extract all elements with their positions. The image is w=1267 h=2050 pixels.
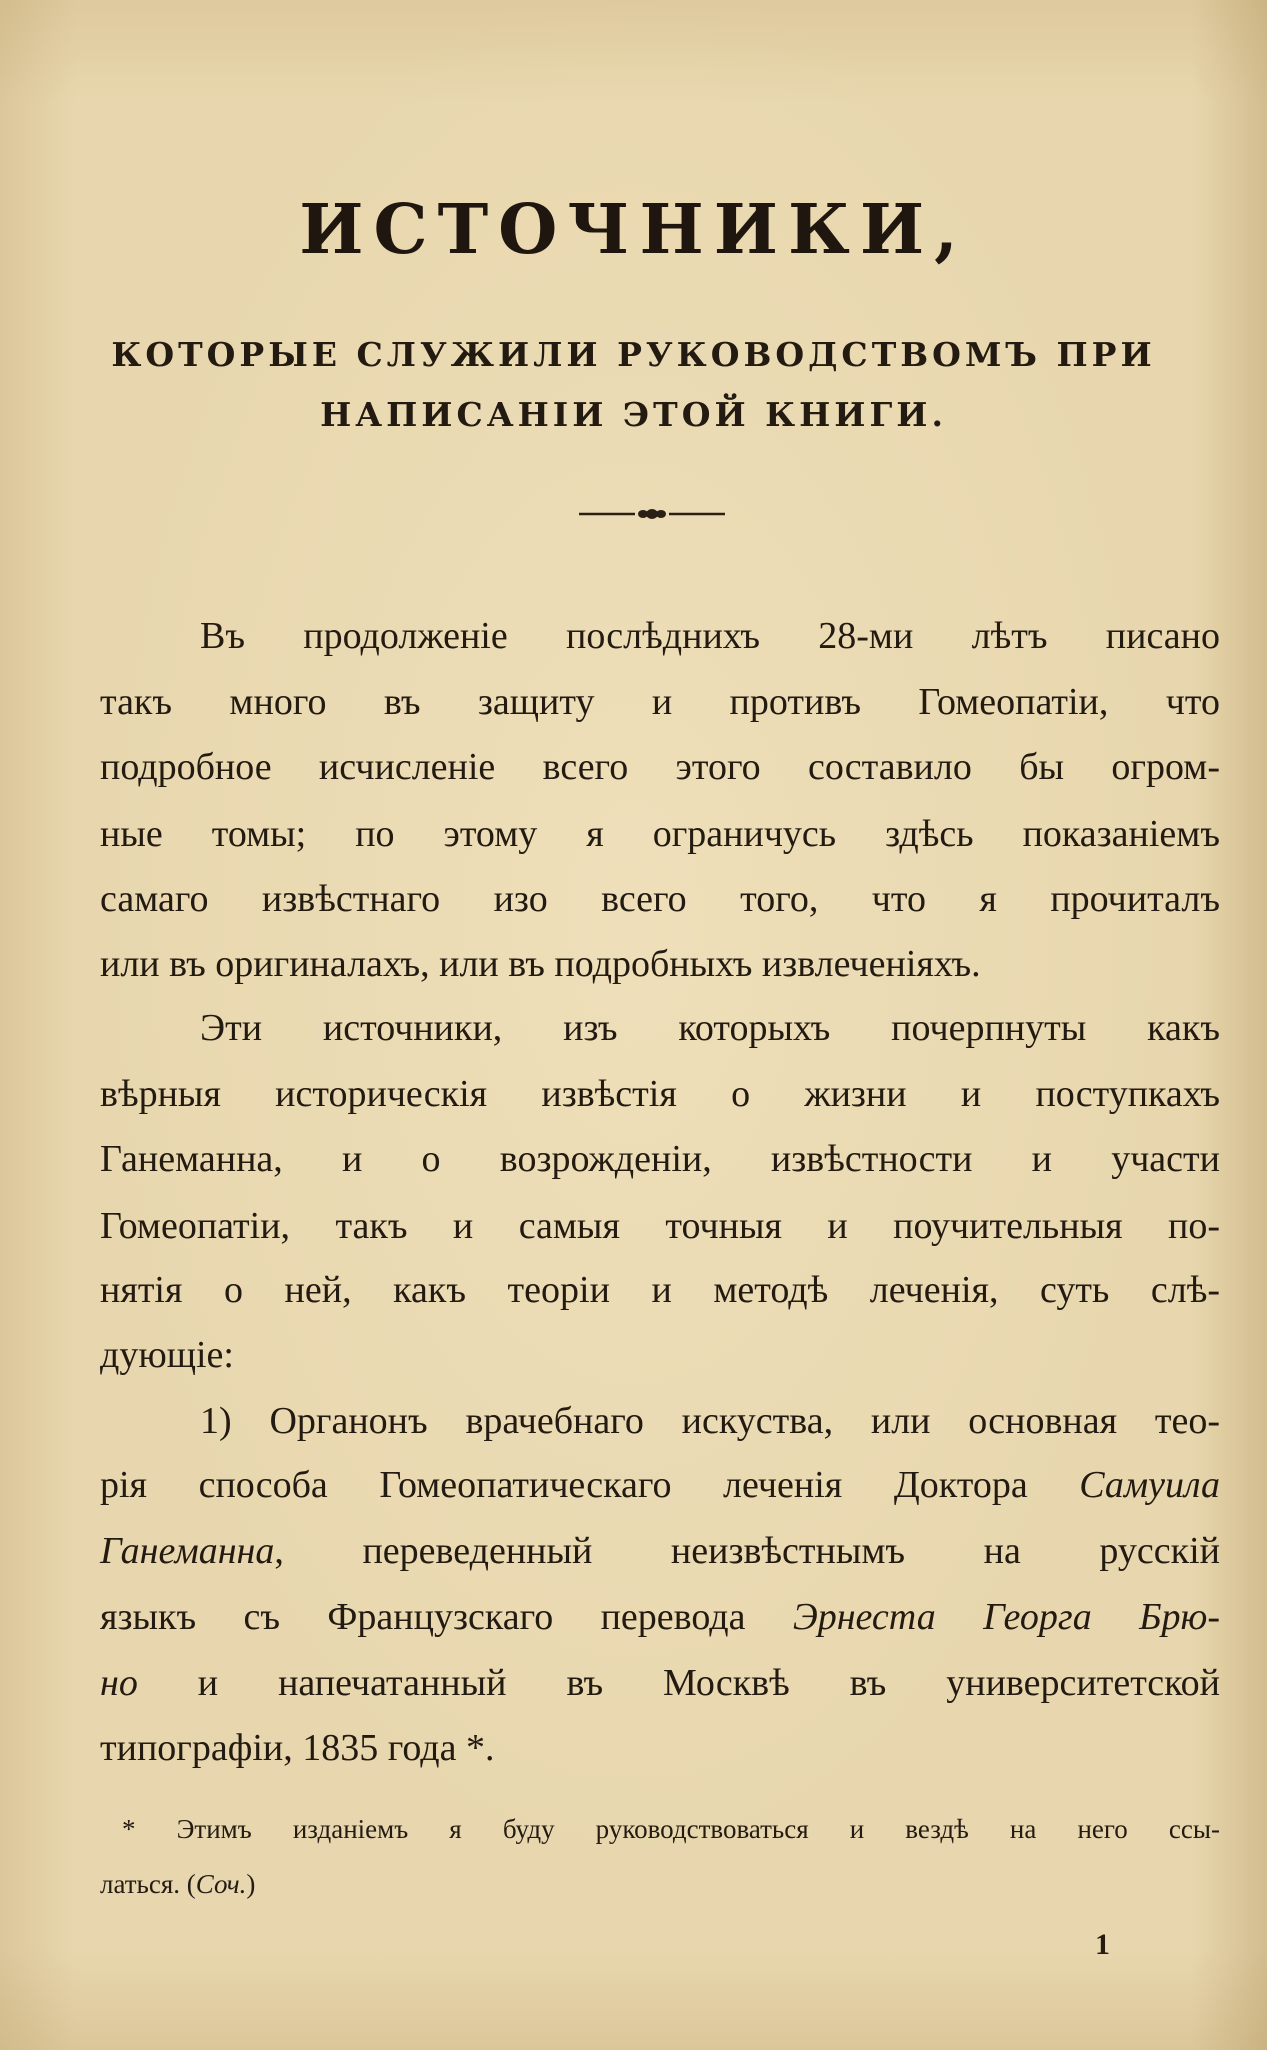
paragraph-2-line: Ганеманна, и о возрожденіи, извѣстности и участи: [100, 1138, 1220, 1180]
paragraph-2-line: Гомеопатіи, такъ и самыя точныя и поучительныя по-: [100, 1205, 1220, 1247]
page-number: 1: [1095, 1928, 1110, 1961]
page-title: ИСТОЧНИКИ,: [299, 190, 968, 270]
paragraph-1-line: ные томы; по этому я ограничусь здѣсь показаніемъ: [100, 813, 1220, 855]
source-entry-line: Ганеманна, переведенный неизвѣстнымъ на русскій: [100, 1530, 1220, 1572]
footnote-line: * Этимъ изданіемъ я буду руководствоваться и вездѣ на него ссы-: [122, 1814, 1220, 1844]
paragraph-1-line: или въ оригиналахъ, или въ подробныхъ извлеченіяхъ.: [100, 943, 981, 985]
source-entry-line: типографіи, 1835 года *.: [100, 1727, 495, 1769]
paragraph-1-line: подробное исчисленіе всего этого составило бы огром-: [100, 746, 1220, 788]
paragraph-2-line: вѣрныя историческія извѣстія о жизни и поступкахъ: [100, 1073, 1220, 1115]
subtitle-line-2: НАПИСАНІИ ЭТОЙ КНИГИ.: [320, 395, 947, 434]
source-entry-line: 1) Органонъ врачебнаго искуства, или основная тео-: [200, 1400, 1220, 1442]
paragraph-2-line: нятія о ней, какъ теоріи и методѣ леченія, суть слѣ-: [100, 1269, 1220, 1311]
author-name: Ганеманна: [100, 1530, 275, 1572]
paragraph-1-line: такъ много въ защиту и противъ Гомеопатіи, что: [100, 681, 1220, 723]
paragraph-2-line: Эти источники, изъ которыхъ почерпнуты какъ: [200, 1007, 1220, 1049]
paragraph-1-line: Въ продолженіе послѣднихъ 28-ми лѣтъ писано: [200, 615, 1220, 657]
source-entry-line: но и напечатанный въ Москвѣ въ университетской: [100, 1662, 1220, 1704]
author-name: Самуила: [1079, 1464, 1220, 1506]
paragraph-1-line: самаго извѣстнаго изо всего того, что я прочиталъ: [100, 878, 1220, 920]
source-entry-line: языкъ съ Французскаго перевода Эрнеста Георга Брю-: [100, 1596, 1220, 1638]
source-entry-line: рія способа Гомеопатическаго леченія Доктора Самуила: [100, 1464, 1220, 1506]
paragraph-2-line: дующіе:: [100, 1334, 234, 1376]
subtitle-line-1: КОТОРЫЕ СЛУЖИЛИ РУКОВОДСТВОМЪ ПРИ: [111, 335, 1156, 374]
translator-name: но: [100, 1662, 138, 1704]
footnote-line: латься. (Соч.): [100, 1869, 256, 1899]
translator-name: Эрнеста Георга Брю-: [792, 1596, 1220, 1638]
ornament-divider: [577, 502, 727, 526]
